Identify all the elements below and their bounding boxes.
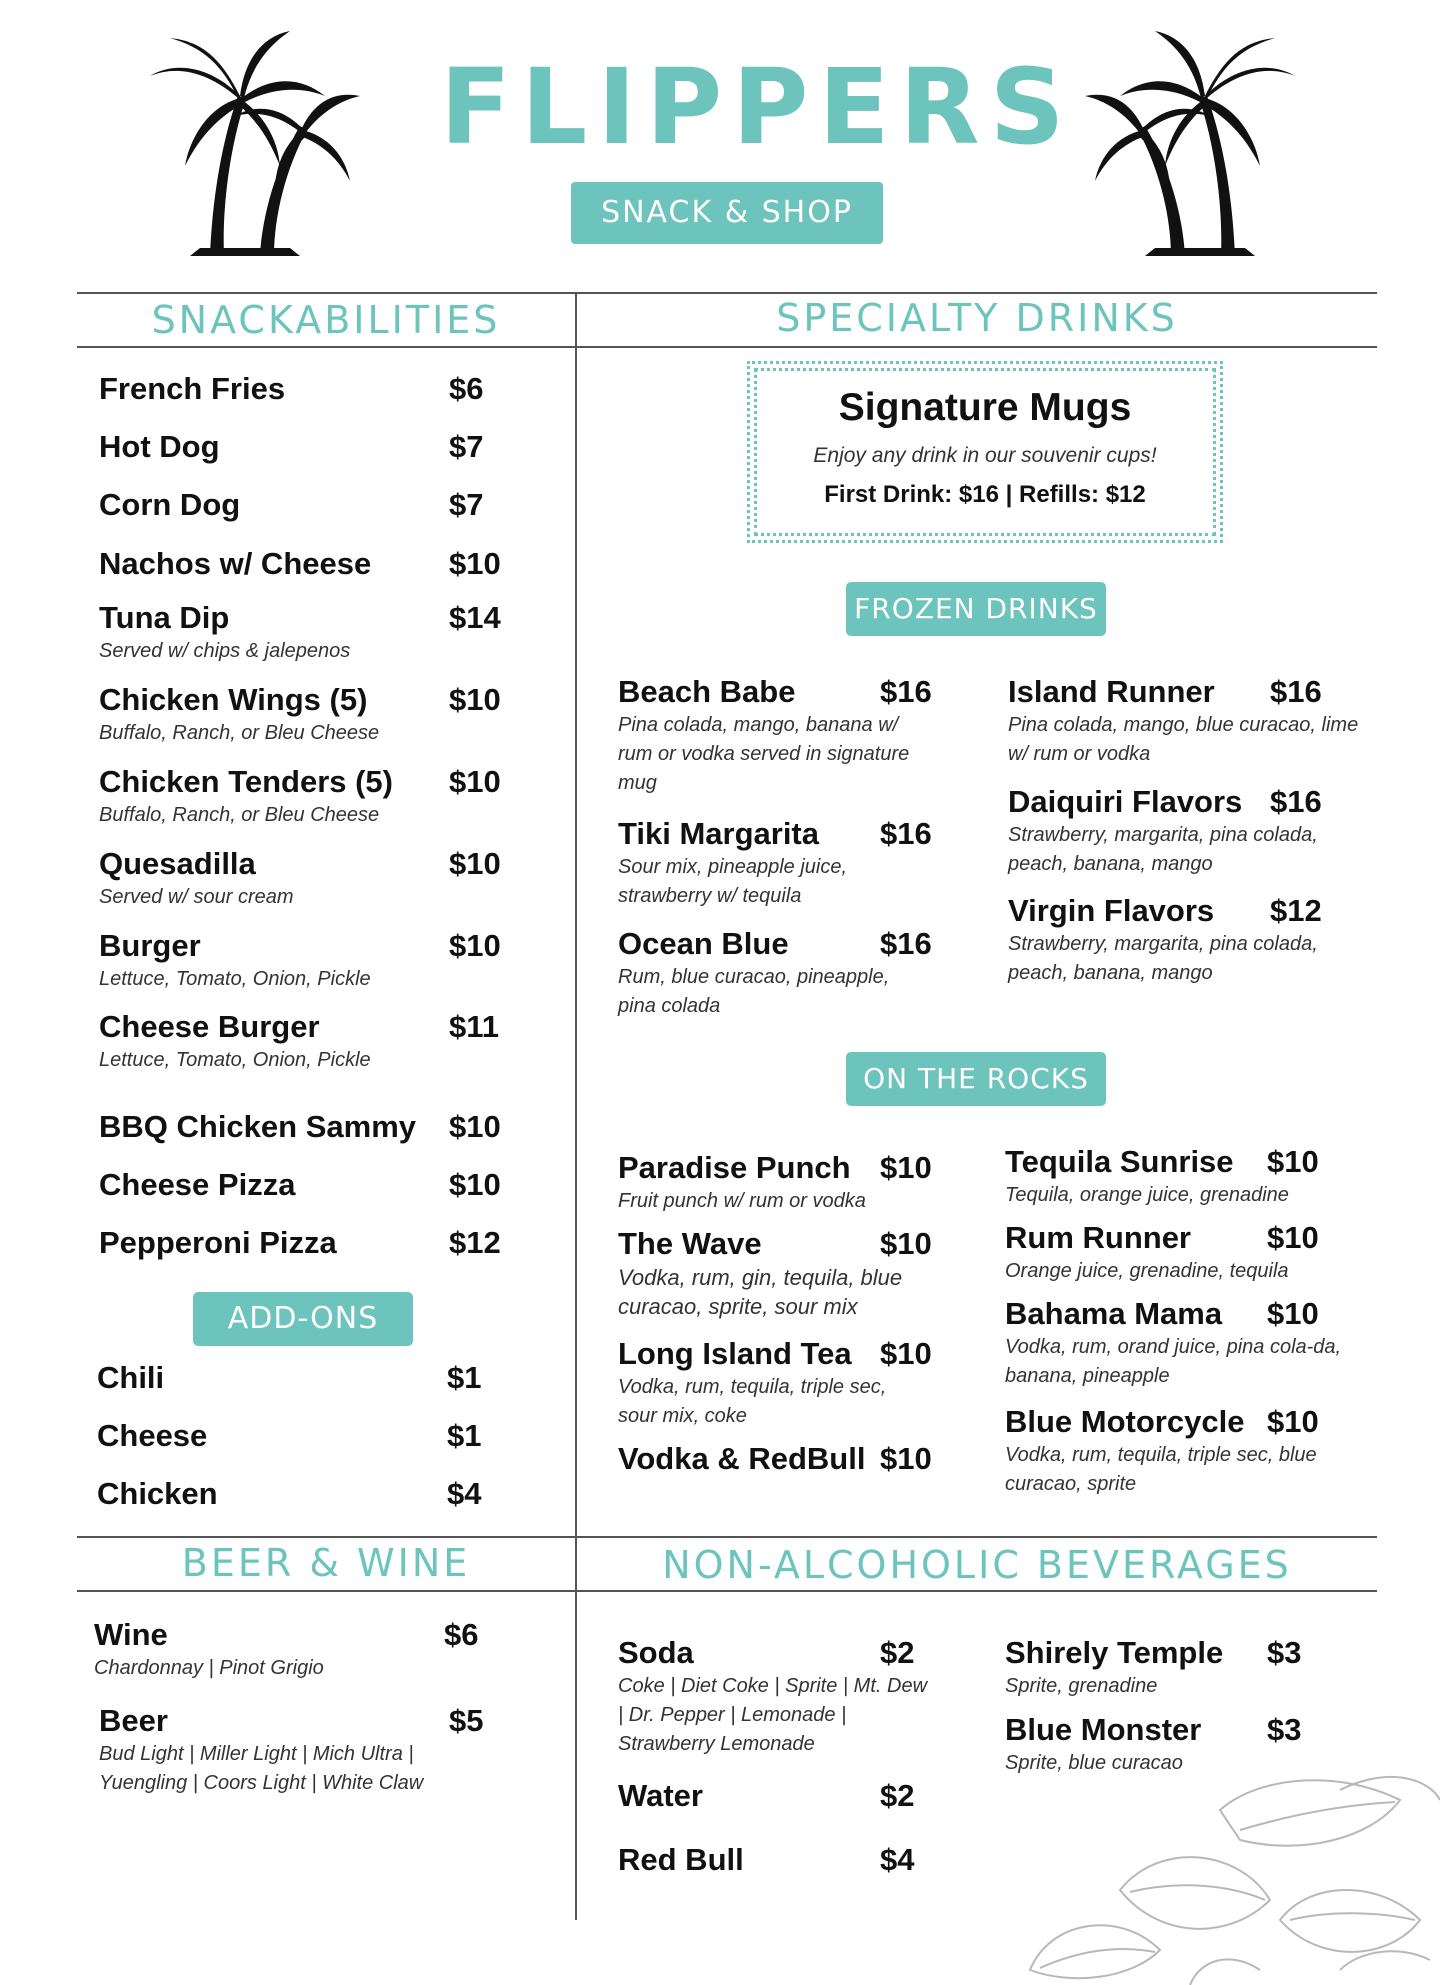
item-price: $2 (880, 1635, 915, 1670)
item-description: Strawberry, margarita, pina colada, peach, banana, mango (1008, 824, 1318, 875)
item-description: Lettuce, Tomato, Onion, Pickle (99, 1049, 371, 1071)
menu-item (618, 926, 938, 1016)
item-name: Tiki Margarita (618, 816, 820, 851)
menu-item (99, 1225, 519, 1265)
menu-item (618, 1635, 938, 1755)
item-name: Wine (94, 1617, 168, 1652)
item-price: $5 (449, 1703, 484, 1738)
item-price: $1 (447, 1360, 482, 1395)
item-description: Served w/ chips & jalepenos (99, 640, 351, 662)
item-name: Nachos w/ Cheese (99, 546, 372, 581)
item-description: Coke | Diet Coke | Sprite | Mt. Dew | Dr. Pepper | Lemonade | Strawberry Lemonade (618, 1675, 928, 1755)
menu-item (1005, 1296, 1365, 1386)
item-name: Daiquiri Flavors (1008, 784, 1243, 819)
menu-item (99, 682, 519, 752)
item-price: $14 (449, 600, 501, 635)
section-title-snackabilities: SNACKABILITIES (151, 298, 501, 342)
item-name: Pepperoni Pizza (99, 1225, 337, 1260)
menu-item (97, 1360, 517, 1400)
item-name: Virgin Flavors (1008, 893, 1215, 928)
item-price: $10 (449, 764, 501, 799)
item-price: $10 (449, 546, 501, 581)
menu-item (99, 371, 499, 411)
menu-item (94, 1617, 534, 1677)
item-price: $7 (449, 429, 484, 464)
item-price: $10 (880, 1226, 932, 1261)
item-name: Tequila Sunrise (1005, 1144, 1234, 1179)
item-description: Sprite, blue curacao (1005, 1752, 1183, 1774)
item-description: Chardonnay | Pinot Grigio (94, 1657, 324, 1679)
item-description: Rum, blue curacao, pineapple, pina colada (618, 966, 890, 1017)
item-name: Tuna Dip (99, 600, 230, 635)
item-description: Strawberry, margarita, pina colada, peach, banana, mango (1008, 933, 1318, 984)
item-price: $6 (449, 371, 484, 406)
on-the-rocks-badge: ON THE ROCKS (846, 1052, 1106, 1106)
page-title: FLIPPERS (440, 46, 1075, 168)
item-price: $6 (444, 1617, 479, 1652)
menu-item (618, 1441, 938, 1481)
item-name: Chili (97, 1360, 165, 1395)
menu-item (99, 1009, 519, 1079)
item-name: Cheese (97, 1418, 208, 1453)
item-name: Chicken Tenders (5) (99, 764, 394, 799)
menu-item (99, 928, 519, 998)
item-price: $10 (880, 1441, 932, 1476)
menu-item (1008, 674, 1368, 764)
section-title-specialty-drinks: SPECIALTY DRINKS (776, 296, 1178, 340)
menu-item (99, 1109, 519, 1149)
item-description: Vodka, rum, gin, tequila, blue curacao, sprite, sour mix (618, 1265, 903, 1319)
item-name: BBQ Chicken Sammy (99, 1109, 416, 1144)
menu-item (618, 816, 938, 906)
item-name: Paradise Punch (618, 1150, 851, 1185)
signature-mugs-box (754, 368, 1216, 536)
item-name: Shirely Temple (1005, 1635, 1224, 1670)
section-title-non-alcoholic: NON-ALCOHOLIC BEVERAGES (662, 1543, 1292, 1587)
item-description: Pina colada, mango, blue curacao, lime w/ rum or vodka (1008, 714, 1359, 765)
item-description: Served w/ sour cream (99, 886, 294, 908)
item-price: $10 (449, 846, 501, 881)
item-description: Pina colada, mango, banana w/ rum or vodka served in signature mug (618, 714, 910, 794)
item-name: Corn Dog (99, 487, 241, 522)
item-description: Vodka, rum, tequila, triple sec, sour mix, coke (618, 1376, 887, 1427)
menu-item (1005, 1220, 1365, 1280)
item-name: Water (618, 1778, 703, 1813)
item-description: Lettuce, Tomato, Onion, Pickle (99, 968, 371, 990)
menu-item (618, 674, 938, 794)
item-name: Quesadilla (99, 846, 256, 881)
column-divider (575, 292, 577, 1920)
item-name: Island Runner (1008, 674, 1215, 709)
menu-item (99, 1167, 519, 1207)
palm-tree-icon (150, 26, 360, 256)
item-price: $10 (449, 1109, 501, 1144)
section-title-beer-wine: BEER & WINE (181, 1541, 471, 1585)
menu-item (99, 1703, 539, 1793)
item-name: Chicken (97, 1476, 218, 1511)
item-description: Vodka, rum, orand juice, pina cola-da, banana, pineapple (1005, 1336, 1342, 1387)
item-price: $16 (1270, 674, 1322, 709)
item-name: Red Bull (618, 1842, 744, 1877)
item-name: Bahama Mama (1005, 1296, 1223, 1331)
menu-item (1005, 1635, 1365, 1695)
menu-item (1005, 1712, 1365, 1772)
menu-item (99, 764, 519, 834)
item-price: $11 (449, 1009, 500, 1044)
menu-item (99, 846, 519, 916)
item-name: Beach Babe (618, 674, 796, 709)
divider (77, 346, 1377, 348)
signature-mugs-prices: First Drink: $16 | Refills: $12 (824, 481, 1146, 508)
item-price: $16 (1270, 784, 1322, 819)
item-price: $16 (880, 816, 932, 851)
item-name: Cheese Burger (99, 1009, 320, 1044)
menu-item (1008, 784, 1368, 874)
item-price: $10 (1267, 1404, 1319, 1439)
item-price: $10 (449, 928, 501, 963)
item-name: Vodka & RedBull (618, 1441, 866, 1476)
item-price: $16 (880, 674, 932, 709)
item-price: $10 (1267, 1144, 1319, 1179)
subtitle-badge: SNACK & SHOP (571, 182, 883, 244)
item-price: $10 (449, 682, 501, 717)
menu-item (99, 487, 499, 527)
item-description: Sprite, grenadine (1005, 1675, 1158, 1697)
item-name: Long Island Tea (618, 1336, 852, 1371)
leaf-illustration-icon (1010, 1770, 1440, 1985)
item-name: Soda (618, 1635, 694, 1670)
item-price: $2 (880, 1778, 915, 1813)
item-description: Buffalo, Ranch, or Bleu Cheese (99, 722, 380, 744)
menu-item (1008, 893, 1368, 983)
menu-item (618, 1226, 938, 1319)
item-price: $10 (1267, 1220, 1319, 1255)
menu-item (97, 1418, 517, 1458)
item-name: Hot Dog (99, 429, 220, 464)
item-description: Fruit punch w/ rum or vodka (618, 1190, 866, 1212)
item-name: Cheese Pizza (99, 1167, 296, 1202)
addons-badge: ADD-ONS (193, 1292, 413, 1346)
item-price: $1 (447, 1418, 482, 1453)
menu-item (1005, 1404, 1365, 1494)
item-name: Ocean Blue (618, 926, 789, 961)
item-description: Orange juice, grenadine, tequila (1005, 1260, 1289, 1282)
divider (77, 292, 1377, 294)
item-price: $3 (1267, 1635, 1302, 1670)
menu-item (618, 1150, 938, 1210)
item-price: $10 (880, 1150, 932, 1185)
divider (77, 1590, 1377, 1592)
frozen-drinks-badge: FROZEN DRINKS (846, 582, 1106, 636)
divider (77, 1536, 1377, 1538)
item-name: The Wave (618, 1226, 762, 1261)
item-price: $7 (449, 487, 484, 522)
item-name: Beer (99, 1703, 168, 1738)
menu-item (99, 546, 519, 586)
item-description: Buffalo, Ranch, or Bleu Cheese (99, 804, 380, 826)
item-price: $4 (447, 1476, 482, 1511)
item-price: $12 (1270, 893, 1322, 928)
item-price: $3 (1267, 1712, 1302, 1747)
item-name: French Fries (99, 371, 286, 406)
menu-item (618, 1842, 938, 1882)
menu-item (618, 1778, 938, 1818)
item-price: $10 (1267, 1296, 1319, 1331)
item-name: Blue Motorcycle (1005, 1404, 1245, 1439)
item-name: Chicken Wings (5) (99, 682, 368, 717)
item-description: Sour mix, pineapple juice, strawberry w/ tequila (618, 856, 848, 907)
item-price: $12 (449, 1225, 501, 1260)
palm-tree-icon (1085, 26, 1295, 256)
signature-mugs-tagline: Enjoy any drink in our souvenir cups! (813, 444, 1157, 467)
menu-item (97, 1476, 517, 1516)
item-description: Tequila, orange juice, grenadine (1005, 1184, 1289, 1206)
item-price: $10 (449, 1167, 501, 1202)
signature-mugs-title: Signature Mugs (838, 386, 1132, 429)
item-price: $4 (880, 1842, 915, 1877)
item-name: Blue Monster (1005, 1712, 1202, 1747)
menu-item (618, 1336, 938, 1426)
menu-item (1005, 1144, 1365, 1204)
menu-item (99, 429, 499, 469)
item-name: Rum Runner (1005, 1220, 1191, 1255)
item-description: Vodka, rum, tequila, triple sec, blue curacao, sprite (1005, 1444, 1317, 1495)
item-description: Bud Light | Miller Light | Mich Ultra | Yuengling | Coors Light | White Claw (99, 1743, 424, 1794)
item-price: $16 (880, 926, 932, 961)
item-name: Burger (99, 928, 201, 963)
item-price: $10 (880, 1336, 932, 1371)
menu-item (99, 600, 519, 670)
